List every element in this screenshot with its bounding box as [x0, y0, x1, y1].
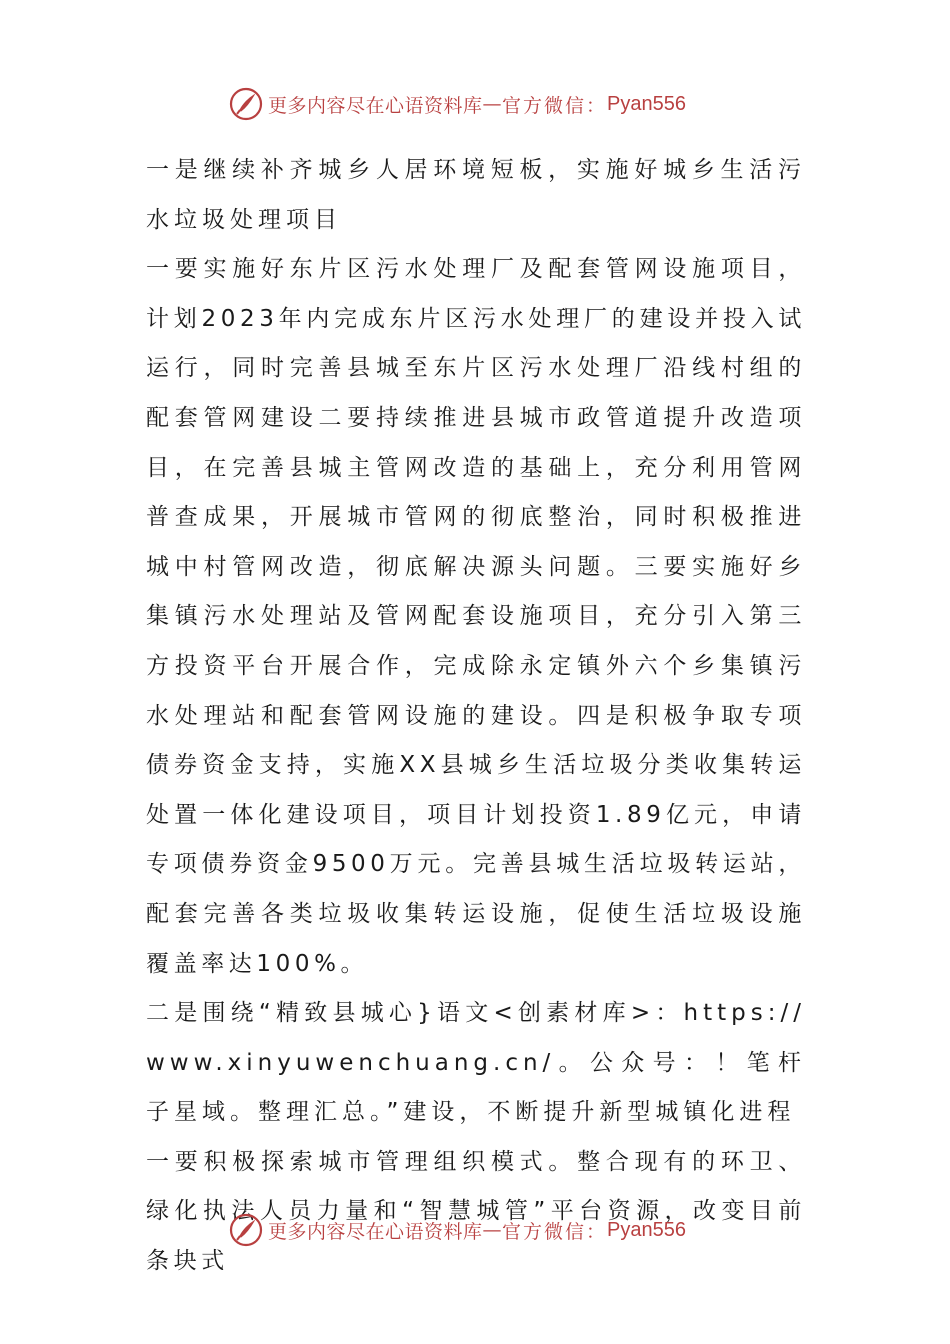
banner-wechat-id: Pyan556 [607, 1218, 686, 1241]
document-body [146, 146, 806, 1287]
header-watermark-banner [228, 84, 686, 124]
section-heading-1: 一是继续补齐城乡人居环境短板，实施好城乡生活污水垃圾处理项目 [146, 157, 806, 233]
body-paragraph-1: 一要实施好东片区污水处理厂及配套管网设施项目，计划2023年内完成东片区污水处理厂的建设并投入试运行，同时完善县城至东片区污水处理厂沿线村组的配套管网建设二要持续推进县城市政管道提升改造项目，在完善县城主管网改造的基础上，充分利用管网普查成果，开展城市管网的彻底整治，同时积极推进城中村管网改造，彻底解决源头问题。三要实施好乡集镇污水处理站及管网配套设施项目，充分引入第三方投资平台开展合作，完成除永定镇外六个乡集镇污水处理站和配套管网设施的建设。四是积极争取专项债券资金支持，实施XX县城乡生活垃圾分类收集转运处置一体化建设项目，项目计划投资1.89亿元，申请专项债券资金9500万元。完善县城生活垃圾转运站，配套完善各类垃圾收集转运设施，促使生活垃圾设施覆盖率达100%。 [146, 256, 806, 977]
banner-text: 更多内容尽在心语资料库 [268, 1220, 483, 1243]
banner-wechat-id: Pyan556 [607, 92, 686, 115]
banner-text: 更多内容尽在心语资料库 [268, 94, 483, 117]
section-heading-2: 二是围绕“精致县城心}语文<创素材库>：https://www.xinyuwenchuang.cn/。公众号：！笔杆子星域。整理汇总。”建设，不断提升新型城镇化进程 [146, 1000, 806, 1126]
banner-wechat-label: 官方微信： [502, 94, 608, 117]
banner-wechat-label: 官方微信： [502, 1220, 608, 1243]
quill-logo-icon [228, 1212, 264, 1248]
banner-dash: — [482, 1219, 503, 1241]
footer-watermark-banner [228, 1210, 686, 1250]
banner-dash: — [482, 93, 503, 115]
body-paragraph-2: 一要积极探索城市管理组织模式。整合现有的环卫、绿化执法人员力量和“智慧城管”平台资源，改变目前条块式 [146, 1148, 806, 1275]
quill-logo-icon [228, 86, 264, 122]
